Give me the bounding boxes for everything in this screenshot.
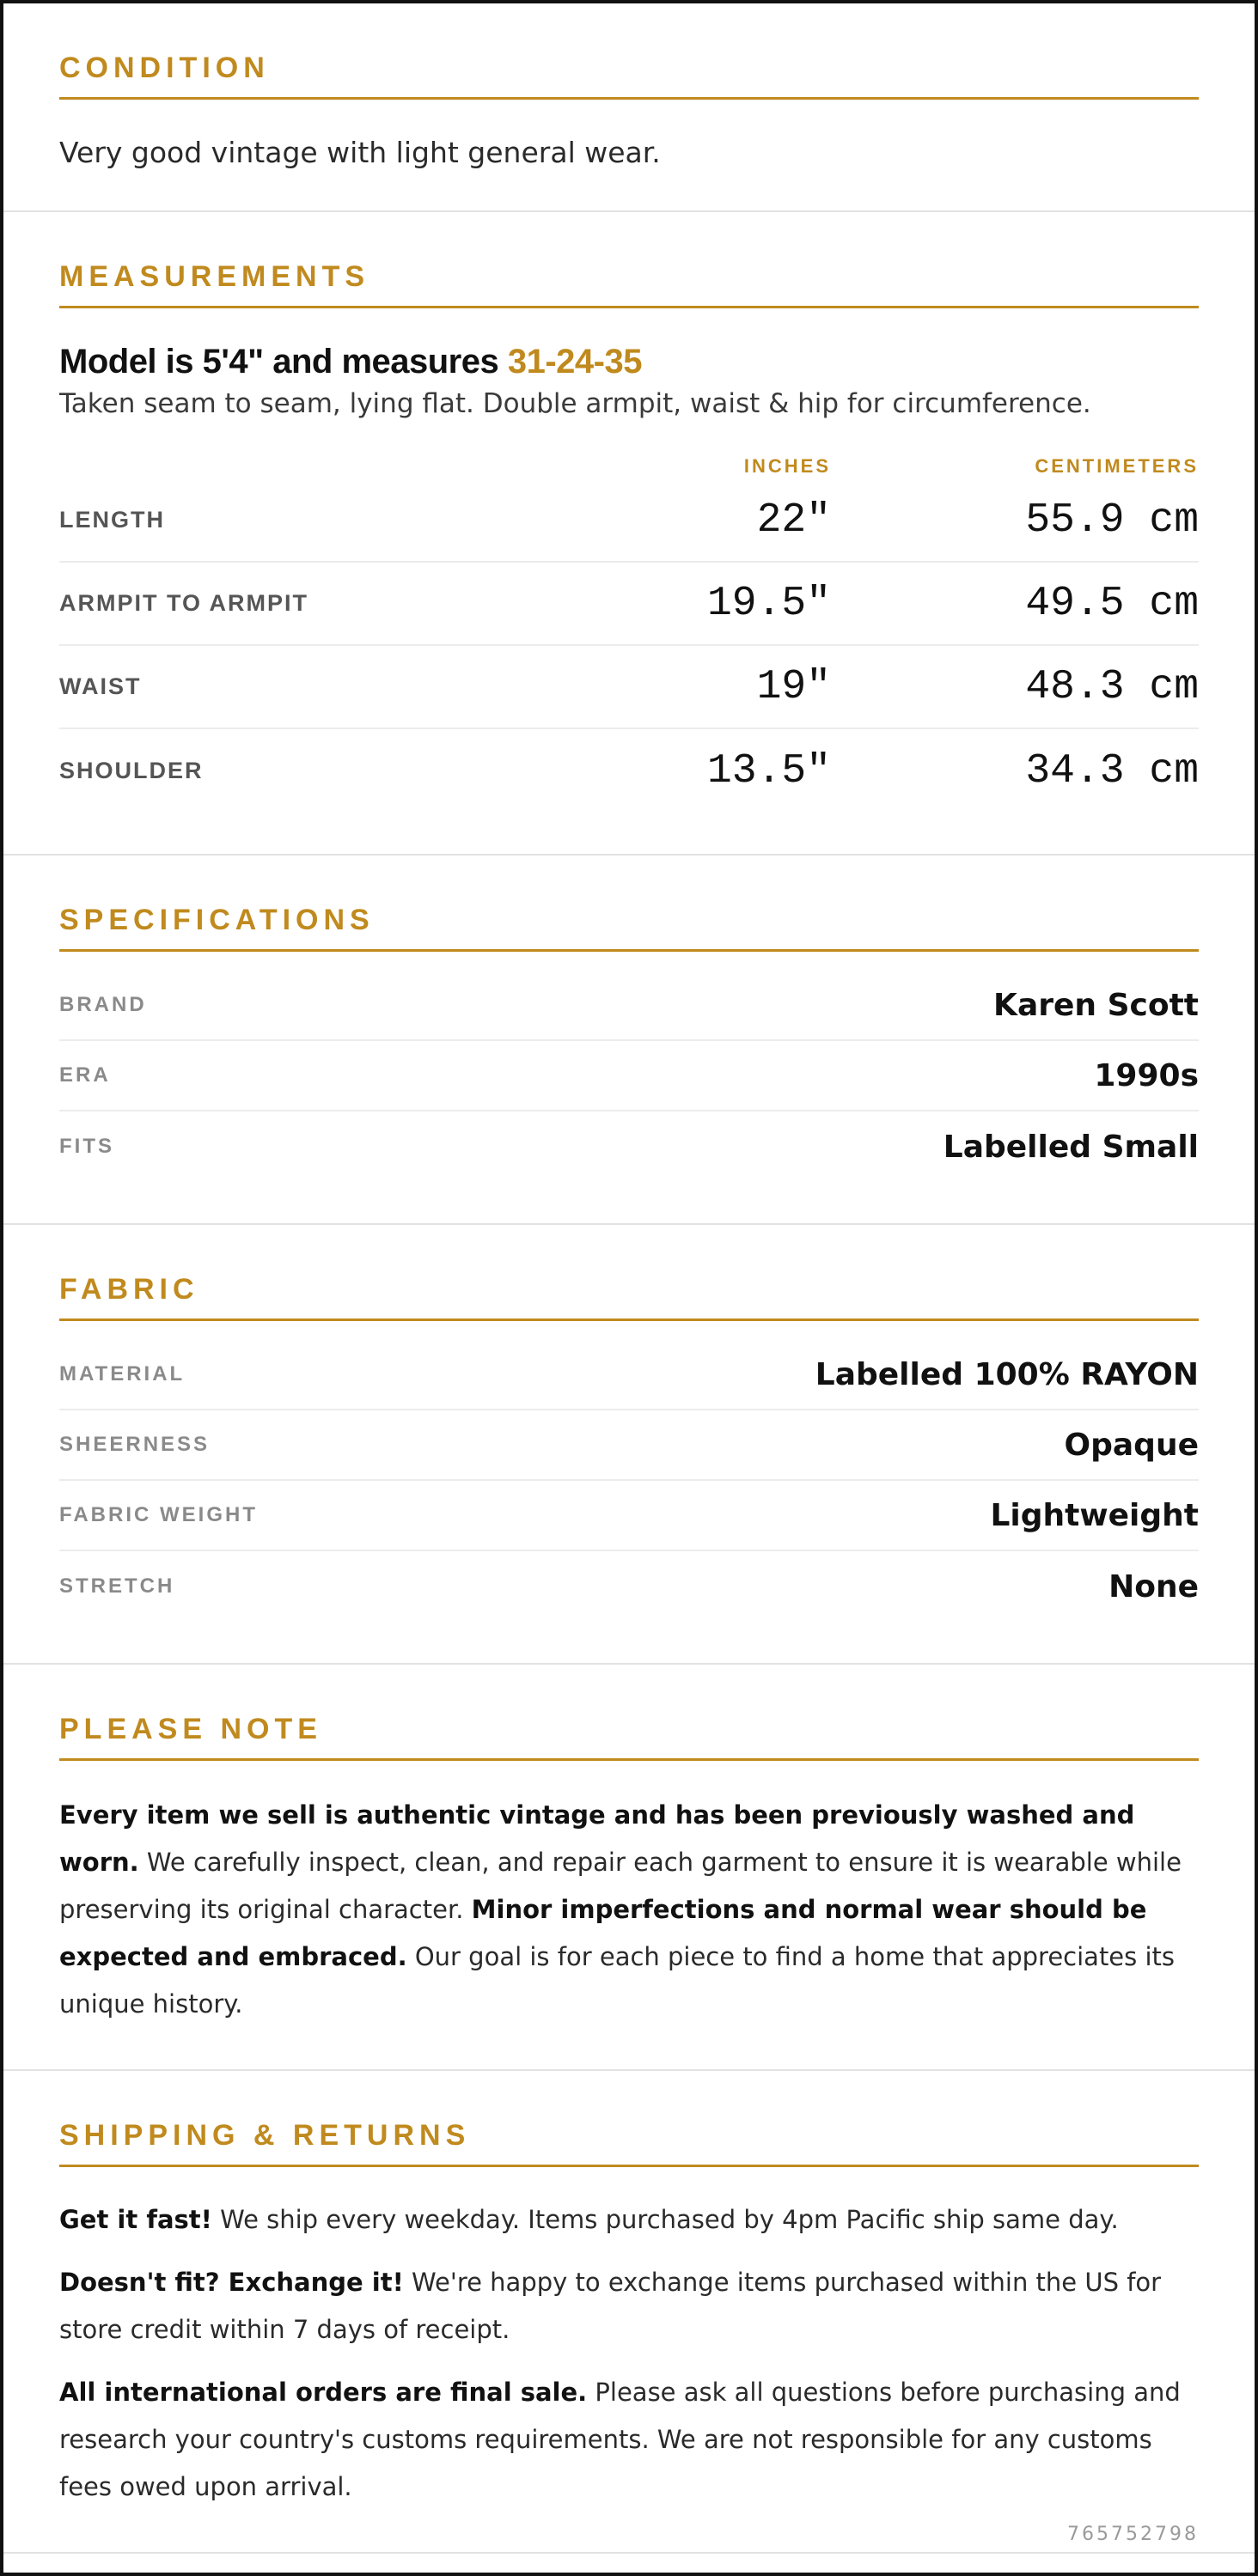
fabric-value: Lightweight [990,1497,1199,1533]
spec-value: Karen Scott [993,987,1199,1023]
specifications-heading: SPECIFICATIONS [59,904,1199,952]
measurement-inches: 19.5" [706,580,831,627]
condition-section [3,3,1255,212]
fabric-key: SHEERNESS [59,1433,211,1456]
fabric-key: STRETCH [59,1574,175,1598]
fabric-key: MATERIAL [59,1362,186,1385]
measurements-section [3,212,1255,856]
spec-value: Labelled Small [943,1129,1199,1165]
product-sku: 765752798 [1067,2524,1199,2545]
fabric-value: Opaque [1064,1427,1199,1463]
fabric-list [59,1340,1199,1622]
condition-heading: CONDITION [59,52,1199,100]
spec-key: BRAND [59,993,147,1016]
shipping-heading: SHIPPING & RETURNS [59,2119,1199,2167]
measurement-label: ARMPIT TO ARMPIT [59,590,308,616]
spec-key: FITS [59,1135,114,1158]
measurements-table-header [59,454,1199,479]
shipping-body: We ship every weekday. Items purchased by 4pm Pacific ship same day. [211,2205,1119,2234]
note-bold-2: Minor imperfections and normal wear should be expected and embraced. [59,1895,1147,1971]
column-centimeters: CENTIMETERS [1035,455,1199,477]
note-bold-1: Every item we sell is authentic vintage and has been previously washed and worn. [59,1800,1135,1877]
model-info-prefix: Model is 5'4" and measures [59,343,508,381]
fabric-row [59,1481,1199,1551]
measurement-note: Taken seam to seam, lying flat. Double armpit, waist & hip for circumference. [59,388,1091,419]
measurement-cm: 55.9 cm [1025,496,1199,544]
model-measures: 31-24-35 [507,343,642,381]
shipping-text [59,2196,1199,2511]
please-note-section [3,1665,1255,2071]
measurements-table [59,454,1199,813]
measurement-label: WAIST [59,673,142,699]
shipping-bold: All international orders are final sale. [59,2378,588,2407]
measurement-inches: 13.5" [706,747,831,795]
condition-text: Very good vintage with light general wear. [59,136,661,169]
measurement-row [59,646,1199,729]
measurement-label: LENGTH [59,507,165,533]
measurement-row [59,729,1199,813]
measurements-heading: MEASUREMENTS [59,260,1199,308]
spec-row [59,1111,1199,1182]
spec-row [59,971,1199,1041]
measurement-cm: 34.3 cm [1025,747,1199,795]
measurement-cm: 48.3 cm [1025,663,1199,710]
shipping-section [3,2071,1255,2554]
note-text-2: Our goal is for each piece to find a home that appreciates its unique history. [59,1942,1176,2019]
spec-value: 1990s [1094,1057,1199,1093]
shipping-body: Please ask all questions before purchasing and research your country's customs requirements. We are not responsible for any customs fees owed upon arrival. [59,2378,1181,2501]
column-inches: INCHES [743,455,831,477]
shipping-paragraph [59,2369,1199,2511]
shipping-paragraph [59,2196,1199,2244]
fabric-value: None [1108,1568,1199,1605]
fabric-row [59,1340,1199,1410]
model-info [59,343,1199,381]
shipping-bold: Doesn't fit? Exchange it! [59,2268,404,2297]
measurement-cm: 49.5 cm [1025,580,1199,627]
measurement-inches: 19" [756,663,831,710]
measurement-label: SHOULDER [59,758,204,783]
shipping-body: We're happy to exchange items purchased within the US for store credit within 7 days of receipt. [59,2268,1162,2344]
please-note-heading: PLEASE NOTE [59,1713,1199,1761]
measurement-row [59,479,1199,563]
measurement-inches: 22" [756,496,831,544]
fabric-value: Labelled 100% RAYON [815,1356,1199,1392]
fabric-row [59,1551,1199,1622]
specifications-list [59,971,1199,1182]
shipping-paragraph [59,2259,1199,2354]
spec-key: ERA [59,1063,111,1087]
measurement-row [59,563,1199,646]
fabric-row [59,1410,1199,1481]
specifications-section [3,856,1255,1225]
please-note-text [59,1792,1199,2028]
fabric-section [3,1225,1255,1665]
fabric-heading: FABRIC [59,1273,1199,1321]
fabric-key: FABRIC WEIGHT [59,1503,258,1526]
spec-row [59,1041,1199,1111]
shipping-bold: Get it fast! [59,2205,212,2234]
note-text-1: We carefully inspect, clean, and repair each garment to ensure it is wearable while preserving its original character. [59,1848,1182,1924]
